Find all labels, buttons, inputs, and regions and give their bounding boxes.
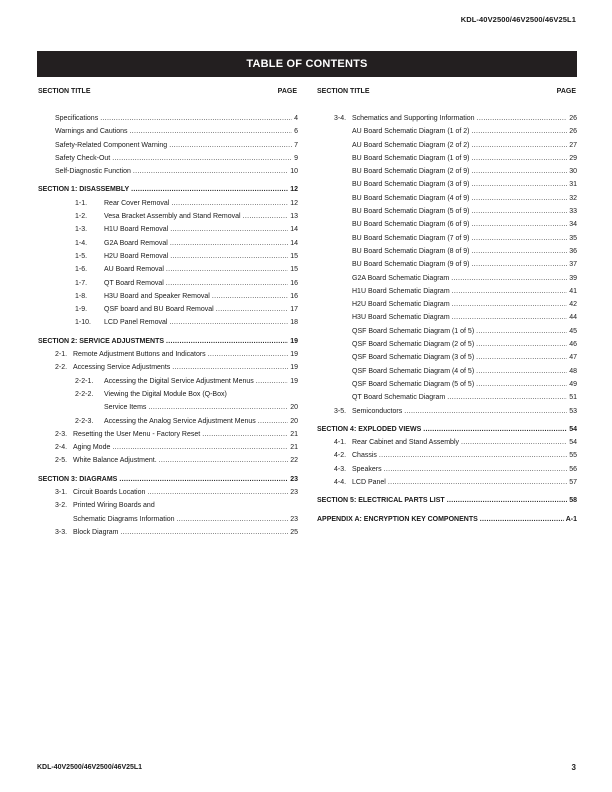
toc-entry-page: 35 [569, 234, 577, 242]
toc-entry-title: Resetting the User Menu - Factory Reset [73, 430, 201, 438]
toc-entry-title: Viewing the Digital Module Box (Q-Box) [104, 390, 227, 398]
dot-leader [130, 125, 293, 138]
dot-leader [461, 436, 567, 449]
toc-entry-page: 21 [290, 444, 298, 452]
toc-entry[interactable] [316, 165, 577, 178]
page-title: TABLE OF CONTENTS [37, 51, 577, 77]
toc-entry[interactable] [37, 223, 298, 236]
dot-leader [480, 513, 564, 526]
toc-entry-title: Accessing Service Adjustments [73, 364, 171, 372]
toc-entry-title: G2A Board Removal [104, 239, 168, 247]
toc-entry-title: Service Items [104, 404, 147, 412]
toc-entry-title: Speakers [352, 465, 382, 473]
toc-entry-number: 1-8. [75, 292, 88, 300]
toc-entry[interactable] [37, 428, 298, 441]
dot-leader [170, 250, 288, 263]
toc-entry-page: 26 [569, 115, 577, 122]
toc-entry-page: 56 [569, 465, 577, 473]
toc-entry-title: AU Board Removal [104, 266, 164, 274]
dot-leader [169, 139, 292, 152]
toc-entry-title: Rear Cover Removal [104, 199, 170, 207]
dot-leader [121, 526, 289, 539]
toc-entry[interactable] [316, 232, 577, 245]
toc-entry-title: SECTION 1: DISASSEMBLY [38, 186, 130, 194]
dot-leader [404, 405, 567, 418]
toc-entry-page: 19 [290, 377, 298, 385]
toc-entry[interactable] [316, 152, 577, 165]
dot-leader [472, 178, 568, 191]
toc-entry-page: 19 [290, 351, 298, 359]
dot-leader [472, 218, 568, 231]
toc-entry-title: QSF Board Schematic Diagram (2 of 5) [352, 341, 475, 349]
dot-leader [379, 449, 567, 462]
toc-entry-number: 4-3. [334, 465, 347, 473]
page-heading: PAGE [277, 88, 297, 95]
toc-entry-title: SECTION 2: SERVICE ADJUSTMENTS [38, 337, 165, 345]
toc-entry-page: 48 [569, 367, 577, 375]
footer-model-number: KDL-40V2500/46V2500/46V25L1 [37, 764, 143, 771]
toc-entry[interactable] [37, 454, 298, 467]
dot-leader [472, 192, 568, 205]
toc-entry-number: 1-4. [75, 239, 88, 247]
toc-entry-page: 53 [569, 407, 577, 415]
toc-entry-page: 23 [290, 515, 298, 523]
toc-entry[interactable] [37, 125, 298, 138]
toc-entry[interactable] [37, 139, 298, 152]
toc-entry-number: 2-5. [55, 457, 68, 465]
toc-entry[interactable] [316, 436, 577, 449]
toc-column-left [37, 88, 298, 539]
toc-entry-title: H3U Board Schematic Diagram [352, 314, 450, 322]
toc-entry-number: 3-2. [55, 502, 68, 510]
toc-entry-page: 9 [294, 154, 298, 162]
toc-entry-title: APPENDIX A: ENCRYPTION KEY COMPONENTS [317, 515, 478, 523]
toc-entry-page: 4 [294, 115, 298, 122]
toc-entry[interactable] [37, 415, 298, 428]
section-title-heading: SECTION TITLE [38, 88, 91, 95]
toc-entry-page: 15 [290, 252, 298, 260]
toc-entry-title: H1U Board Schematic Diagram [352, 287, 450, 295]
toc-entry-number: 3-4. [334, 115, 347, 122]
toc-entry-title: Aging Mode [73, 444, 111, 452]
dot-leader [171, 197, 288, 210]
toc-entry-title: Chassis [352, 452, 377, 460]
dot-leader [472, 152, 568, 165]
toc-entry-page: 54 [569, 439, 577, 447]
toc-entry-title: Circuit Boards Location [73, 489, 146, 497]
toc-entry-number: 1-2. [75, 213, 88, 221]
toc-entry-title: Printed Wiring Boards and [73, 502, 155, 510]
dot-leader [212, 290, 288, 303]
toc-entry-page: 14 [290, 239, 298, 247]
toc-entry-page: 47 [569, 354, 577, 362]
toc-entry[interactable] [37, 375, 298, 388]
toc-entry-number: 2-1. [55, 351, 68, 359]
toc-section-entry[interactable] [316, 494, 577, 507]
toc-entry[interactable] [37, 263, 298, 276]
toc-entry-page: 31 [569, 181, 577, 189]
toc-entry-page: 17 [290, 306, 298, 314]
dot-leader [452, 298, 568, 311]
dot-leader [476, 338, 567, 351]
toc-entry-page: 6 [294, 128, 298, 136]
toc-entry-page: 34 [569, 221, 577, 229]
toc-entry-title: QSF Board Schematic Diagram (5 of 5) [352, 380, 475, 388]
toc-entry[interactable] [316, 463, 577, 476]
toc-entry-page: 54 [569, 425, 577, 433]
dot-leader [243, 210, 289, 223]
toc-entry[interactable] [37, 441, 298, 454]
dot-leader [447, 391, 567, 404]
toc-entry-number: 1-9. [75, 306, 88, 314]
column-header [37, 88, 298, 100]
dot-leader [133, 165, 288, 178]
toc-entry[interactable] [316, 311, 577, 324]
dot-leader [472, 165, 568, 178]
section-title-heading: SECTION TITLE [317, 88, 370, 95]
toc-entry[interactable] [316, 178, 577, 191]
toc-entry[interactable] [316, 338, 577, 351]
toc-entry-page: A-1 [565, 515, 577, 523]
toc-entry-title: QT Board Removal [104, 279, 164, 287]
page-number: 3 [571, 763, 576, 772]
toc-entry-number: 3-1. [55, 489, 68, 497]
dot-leader [476, 325, 567, 338]
toc-entry[interactable] [37, 290, 298, 303]
toc-entry[interactable] [316, 205, 577, 218]
toc-entry-page: 10 [290, 168, 298, 176]
toc-section-entry[interactable] [37, 335, 298, 348]
dot-leader [472, 125, 568, 138]
toc-entry[interactable] [316, 218, 577, 231]
toc-entry-page: 55 [569, 452, 577, 460]
toc-entry-title: SECTION 5: ELECTRICAL PARTS LIST [317, 497, 445, 505]
toc-entry[interactable] [37, 112, 298, 125]
toc-entry-page: 19 [290, 364, 298, 372]
toc-entry-title: H2U Board Schematic Diagram [352, 301, 450, 309]
toc-list-right [316, 112, 577, 526]
toc-entry-number: 4-4. [334, 479, 347, 487]
dot-leader [216, 303, 288, 316]
toc-entry-page: 25 [290, 528, 298, 536]
toc-entry-page: 16 [290, 279, 298, 287]
toc-entry-page: 36 [569, 247, 577, 255]
toc-entry[interactable] [316, 449, 577, 462]
toc-entry-page: 16 [290, 292, 298, 300]
toc-entry[interactable] [37, 237, 298, 250]
toc-entry-title: AU Board Schematic Diagram (2 of 2) [352, 141, 470, 149]
toc-entry-title: Specifications [55, 115, 99, 122]
toc-entry-page: 32 [569, 194, 577, 202]
toc-entry-title: Vesa Bracket Assembly and Stand Removal [104, 213, 241, 221]
toc-entry[interactable] [37, 152, 298, 165]
toc-entry-page: 23 [290, 489, 298, 497]
dot-leader [476, 378, 567, 391]
toc-entry-page: 41 [569, 287, 577, 295]
toc-entry[interactable] [316, 285, 577, 298]
toc-entry[interactable] [37, 210, 298, 223]
toc-entry-title: Warnings and Cautions [55, 128, 128, 136]
toc-section-entry[interactable] [316, 513, 577, 526]
toc-entry-number: 2-2-3. [75, 417, 94, 425]
toc-entry-number: 2-3. [55, 430, 68, 438]
toc-entry-title: SECTION 3: DIAGRAMS [38, 475, 118, 483]
dot-leader [423, 423, 567, 436]
toc-entry-page: 27 [569, 141, 577, 149]
dot-leader [131, 183, 288, 196]
toc-entry[interactable] [316, 112, 577, 125]
toc-entry[interactable] [37, 486, 298, 499]
dot-leader [452, 311, 568, 324]
toc-entry-title: LCD Panel Removal [104, 319, 168, 327]
dot-leader [112, 152, 292, 165]
toc-entry-page: 7 [294, 141, 298, 149]
toc-entry-page: 14 [290, 226, 298, 234]
dot-leader [170, 237, 288, 250]
toc-entry-number: 3-3. [55, 528, 68, 536]
toc-entry[interactable] [316, 325, 577, 338]
toc-entry[interactable] [37, 401, 298, 414]
toc-entry[interactable] [316, 139, 577, 152]
toc-entry[interactable] [37, 388, 298, 401]
dot-leader [170, 223, 288, 236]
header-model-number: KDL-40V2500/46V2500/46V25L1 [460, 15, 576, 24]
dot-leader [172, 361, 288, 374]
dot-leader [119, 473, 288, 486]
toc-entry[interactable] [37, 165, 298, 178]
toc-entry[interactable] [316, 125, 577, 138]
toc-entry-page: 23 [290, 475, 298, 483]
dot-leader [472, 139, 568, 152]
toc-section-entry[interactable] [37, 183, 298, 196]
column-header [316, 88, 577, 100]
toc-entry-title: QSF Board Schematic Diagram (3 of 5) [352, 354, 475, 362]
toc-entry-page: 33 [569, 208, 577, 216]
toc-entry-title: BU Board Schematic Diagram (1 of 9) [352, 154, 470, 162]
toc-entry-title: QSF board and BU Board Removal [104, 306, 214, 314]
toc-entry-title: H1U Board Removal [104, 226, 169, 234]
toc-entry[interactable] [37, 303, 298, 316]
dot-leader [208, 348, 289, 361]
toc-entry[interactable] [316, 476, 577, 489]
toc-entry-number: 1-5. [75, 252, 88, 260]
toc-entry[interactable] [37, 197, 298, 210]
toc-entry-title: Schematics and Supporting Information [352, 115, 475, 122]
toc-entry-number: 2-4. [55, 444, 68, 452]
toc-entry-page: 19 [290, 337, 298, 345]
toc-entry-page: 20 [290, 404, 298, 412]
toc-entry-number: 2-2. [55, 364, 68, 372]
dot-leader [112, 441, 288, 454]
toc-entry-page: 45 [569, 327, 577, 335]
toc-entry[interactable] [316, 378, 577, 391]
toc-entry[interactable] [37, 513, 298, 526]
dot-leader [472, 232, 568, 245]
dot-leader [166, 335, 288, 348]
toc-entry-title: BU Board Schematic Diagram (6 of 9) [352, 221, 470, 229]
dot-leader [147, 486, 288, 499]
toc-entry[interactable] [37, 316, 298, 329]
toc-entry[interactable] [316, 405, 577, 418]
toc-entry-number: 1-7. [75, 279, 88, 287]
toc-entry-number: 2-2-1. [75, 377, 94, 385]
toc-entry-number: 3-5. [334, 407, 347, 415]
toc-entry-title: BU Board Schematic Diagram (8 of 9) [352, 247, 470, 255]
toc-entry-title: QT Board Schematic Diagram [352, 394, 446, 402]
toc-section-entry[interactable] [316, 423, 577, 436]
dot-leader [472, 205, 568, 218]
toc-entry-title: Self-Diagnostic Function [55, 168, 131, 176]
toc-entry-number: 4-2. [334, 452, 347, 460]
toc-entry-page: 42 [569, 301, 577, 309]
toc-entry[interactable] [37, 277, 298, 290]
toc-entry-page: 57 [569, 479, 577, 487]
dot-leader [258, 415, 288, 428]
toc-entry-page: 29 [569, 154, 577, 162]
dot-leader [169, 316, 288, 329]
toc-entry-page: 37 [569, 261, 577, 269]
dot-leader [451, 272, 567, 285]
toc-entry-page: 21 [290, 430, 298, 438]
toc-entry-title: Rear Cabinet and Stand Assembly [352, 439, 460, 447]
toc-entry-title: H3U Board and Speaker Removal [104, 292, 210, 300]
toc-entry-page: 39 [569, 274, 577, 282]
toc-entry-number: 4-1. [334, 439, 347, 447]
toc-entry[interactable] [316, 298, 577, 311]
toc-entry[interactable] [37, 361, 298, 374]
toc-entry-title: BU Board Schematic Diagram (4 of 9) [352, 194, 470, 202]
toc-entry-page: 22 [290, 457, 298, 465]
toc-entry-page: 15 [290, 266, 298, 274]
dot-leader [477, 112, 568, 125]
dot-leader [476, 351, 567, 364]
toc-entry-title: White Balance Adjustment. [73, 457, 157, 465]
toc-entry-title: H2U Board Removal [104, 252, 169, 260]
toc-entry-title: Accessing the Analog Service Adjustment Menus [104, 417, 256, 425]
toc-entry-page: 12 [290, 186, 298, 194]
dot-leader [166, 263, 288, 276]
dot-leader [256, 375, 288, 388]
toc-entry-title: BU Board Schematic Diagram (3 of 9) [352, 181, 470, 189]
page-heading: PAGE [556, 88, 576, 95]
toc-entry-title: G2A Board Schematic Diagram [352, 274, 450, 282]
toc-entry-page: 30 [569, 168, 577, 176]
toc-entry-page: 18 [290, 319, 298, 327]
toc-column-right [316, 88, 577, 526]
dot-leader [166, 277, 288, 290]
toc-entry-page: 44 [569, 314, 577, 322]
dot-leader [472, 258, 568, 271]
toc-section-entry[interactable] [37, 473, 298, 486]
toc-entry[interactable] [37, 250, 298, 263]
toc-entry-number: 1-6. [75, 266, 88, 274]
toc-entry-title: Schematic Diagrams Information [73, 515, 175, 523]
dot-leader [100, 112, 292, 125]
dot-leader [384, 463, 568, 476]
toc-entry-title: QSF Board Schematic Diagram (4 of 5) [352, 367, 475, 375]
dot-leader [447, 494, 568, 507]
toc-entry-title: Block Diagram [73, 528, 119, 536]
dot-leader [202, 428, 288, 441]
toc-entry-number: 2-2-2. [75, 390, 94, 398]
toc-entry[interactable] [37, 499, 298, 512]
toc-entry-title: BU Board Schematic Diagram (5 of 9) [352, 208, 470, 216]
toc-entry-title: BU Board Schematic Diagram (2 of 9) [352, 168, 470, 176]
toc-entry-title: QSF Board Schematic Diagram (1 of 5) [352, 327, 475, 335]
toc-entry-title: Accessing the Digital Service Adjustment Menus [104, 377, 254, 385]
toc-entry-number: 1-10. [75, 319, 91, 327]
toc-entry[interactable] [316, 272, 577, 285]
toc-entry-title: Safety-Related Component Warning [55, 141, 168, 149]
toc-entry[interactable] [37, 526, 298, 539]
toc-entry-page: 13 [290, 213, 298, 221]
toc-entry-page: 49 [569, 380, 577, 388]
dot-leader [177, 513, 289, 526]
toc-entry[interactable] [316, 192, 577, 205]
dot-leader [472, 245, 568, 258]
toc-entry-page: 20 [290, 417, 298, 425]
toc-entry[interactable] [316, 351, 577, 364]
toc-entry-title: AU Board Schematic Diagram (1 of 2) [352, 128, 470, 136]
dot-leader [148, 401, 288, 414]
dot-leader [476, 365, 567, 378]
toc-entry-page: 51 [569, 394, 577, 402]
toc-entry[interactable] [316, 245, 577, 258]
toc-entry[interactable] [316, 258, 577, 271]
dot-leader [452, 285, 568, 298]
toc-list-left [37, 112, 298, 539]
toc-entry[interactable] [37, 348, 298, 361]
toc-entry-number: 1-1. [75, 199, 88, 207]
toc-entry-title: Remote Adjustment Buttons and Indicators [73, 351, 206, 359]
toc-entry[interactable] [316, 391, 577, 404]
dot-leader [388, 476, 567, 489]
toc-entry-page: 26 [569, 128, 577, 136]
toc-entry-title: BU Board Schematic Diagram (9 of 9) [352, 261, 470, 269]
toc-entry-title: SECTION 4: EXPLODED VIEWS [317, 425, 422, 433]
toc-entry[interactable] [316, 365, 577, 378]
toc-entry-title: BU Board Schematic Diagram (7 of 9) [352, 234, 470, 242]
toc-entry-title: Safety Check-Out [55, 154, 111, 162]
dot-leader [159, 454, 289, 467]
toc-entry-page: 12 [290, 199, 298, 207]
toc-entry-title: LCD Panel [352, 479, 386, 487]
toc-entry-title: Semiconductors [352, 407, 403, 415]
toc-entry-page: 58 [569, 497, 577, 505]
toc-entry-number: 1-3. [75, 226, 88, 234]
toc-entry-page: 46 [569, 341, 577, 349]
